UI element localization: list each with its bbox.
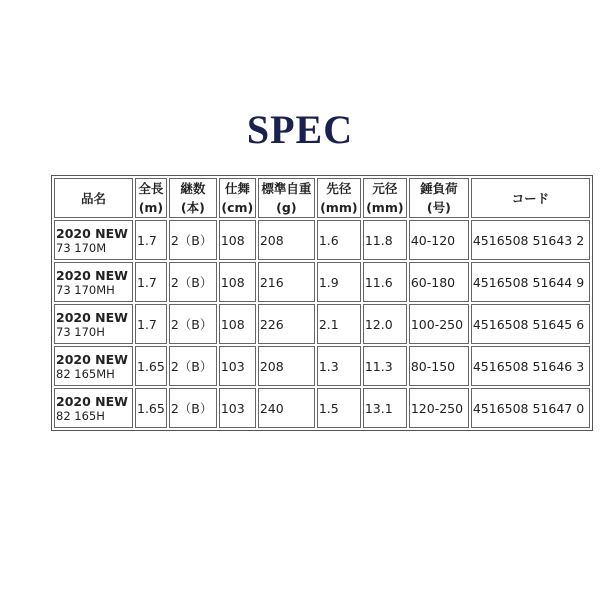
header-tip-diameter: 先径 (mm) bbox=[317, 178, 361, 218]
butt-diameter-cell: 11.6 bbox=[363, 262, 407, 302]
code-cell: 4516508 51647 0 bbox=[471, 388, 590, 428]
length-cell: 1.7 bbox=[135, 220, 167, 260]
sections-cell: 2（B） bbox=[169, 220, 217, 260]
header-code: コード bbox=[471, 178, 590, 218]
length-cell: 1.7 bbox=[135, 262, 167, 302]
table-row bbox=[54, 346, 590, 386]
page-title: SPEC bbox=[246, 107, 354, 152]
sections-cell: 2（B） bbox=[169, 346, 217, 386]
length-cell: 1.65 bbox=[135, 346, 167, 386]
butt-diameter-cell: 11.8 bbox=[363, 220, 407, 260]
table-row bbox=[54, 220, 590, 260]
spec-table bbox=[51, 175, 593, 431]
closed-length-cell: 103 bbox=[219, 388, 256, 428]
header-length: 全長 (m) bbox=[135, 178, 167, 218]
code-cell: 4516508 51645 6 bbox=[471, 304, 590, 344]
closed-length-cell: 108 bbox=[219, 220, 256, 260]
sinker-load-cell: 40-120 bbox=[409, 220, 469, 260]
weight-cell: 216 bbox=[258, 262, 315, 302]
butt-diameter-cell: 13.1 bbox=[363, 388, 407, 428]
header-butt-diameter: 元径 (mm) bbox=[363, 178, 407, 218]
header-row bbox=[54, 178, 590, 218]
weight-cell: 208 bbox=[258, 346, 315, 386]
sinker-load-cell: 120-250 bbox=[409, 388, 469, 428]
tip-diameter-cell: 1.6 bbox=[317, 220, 361, 260]
weight-cell: 208 bbox=[258, 220, 315, 260]
table-row bbox=[54, 388, 590, 428]
code-cell: 4516508 51646 3 bbox=[471, 346, 590, 386]
butt-diameter-cell: 12.0 bbox=[363, 304, 407, 344]
tip-diameter-cell: 1.5 bbox=[317, 388, 361, 428]
product-name-cell: 2020 NEW 82 165H bbox=[54, 388, 133, 428]
sinker-load-cell: 60-180 bbox=[409, 262, 469, 302]
sections-cell: 2（B） bbox=[169, 262, 217, 302]
sections-cell: 2（B） bbox=[169, 304, 217, 344]
product-name-cell: 2020 NEW 73 170MH bbox=[54, 262, 133, 302]
product-name-cell: 2020 NEW 73 170M bbox=[54, 220, 133, 260]
closed-length-cell: 108 bbox=[219, 262, 256, 302]
sinker-load-cell: 100-250 bbox=[409, 304, 469, 344]
product-name-cell: 2020 NEW 73 170H bbox=[54, 304, 133, 344]
tip-diameter-cell: 1.3 bbox=[317, 346, 361, 386]
tip-diameter-cell: 1.9 bbox=[317, 262, 361, 302]
header-product-name: 品名 bbox=[54, 178, 133, 218]
length-cell: 1.65 bbox=[135, 388, 167, 428]
closed-length-cell: 103 bbox=[219, 346, 256, 386]
sections-cell: 2（B） bbox=[169, 388, 217, 428]
closed-length-cell: 108 bbox=[219, 304, 256, 344]
table-row bbox=[54, 304, 590, 344]
header-sections: 継数 (本) bbox=[169, 178, 217, 218]
butt-diameter-cell: 11.3 bbox=[363, 346, 407, 386]
code-cell: 4516508 51644 9 bbox=[471, 262, 590, 302]
code-cell: 4516508 51643 2 bbox=[471, 220, 590, 260]
sinker-load-cell: 80-150 bbox=[409, 346, 469, 386]
tip-diameter-cell: 2.1 bbox=[317, 304, 361, 344]
header-weight: 標準自重 (g) bbox=[258, 178, 315, 218]
product-name-cell: 2020 NEW 82 165MH bbox=[54, 346, 133, 386]
weight-cell: 240 bbox=[258, 388, 315, 428]
header-sinker-load: 錘負荷 (号) bbox=[409, 178, 469, 218]
length-cell: 1.7 bbox=[135, 304, 167, 344]
table-row bbox=[54, 262, 590, 302]
header-closed-length: 仕舞 (cm) bbox=[219, 178, 256, 218]
weight-cell: 226 bbox=[258, 304, 315, 344]
